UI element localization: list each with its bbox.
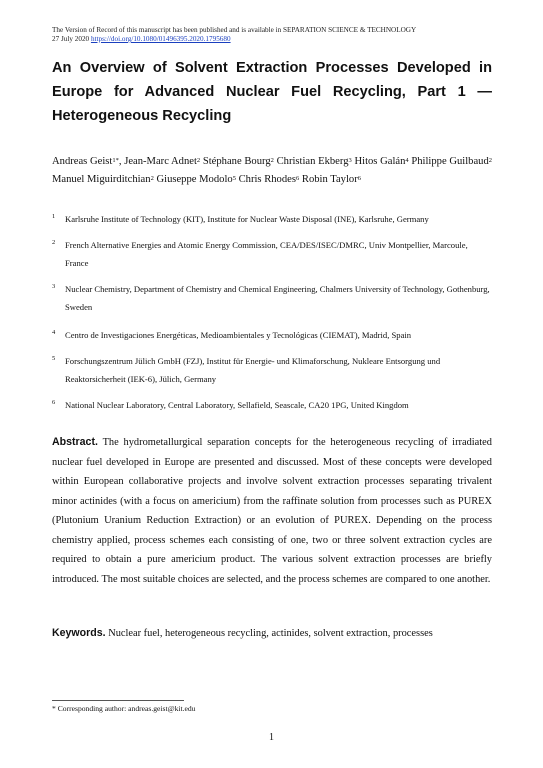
affiliation-number: 1 xyxy=(52,213,56,220)
footnote xyxy=(52,704,195,714)
author-affiliation-marker: 6 xyxy=(357,175,361,182)
author-name: Manuel Miguirditchian xyxy=(52,174,151,185)
affiliation-text: National Nuclear Laboratory, Central Laboratory, Sellafield, Seascale, CA20 1PG, United Kingdom xyxy=(65,400,409,410)
abstract-label: Abstract. xyxy=(52,436,98,448)
author-affiliation-marker: 2 xyxy=(270,157,274,164)
affiliation-number: 2 xyxy=(52,239,56,246)
doi-link[interactable]: https://doi.org/10.1080/01496395.2020.1795680 xyxy=(90,35,231,43)
author-affiliation-marker: 2 xyxy=(488,157,493,164)
author-name: Hitos Galán xyxy=(354,156,406,167)
version-of-record-notice xyxy=(52,26,416,44)
author-name: Jean-Marc Adnet xyxy=(124,156,197,167)
affiliation-text: Centro de Investigaciones Energéticas, Medioambientales y Tecnológicas (CIEMAT), Madrid, Spain xyxy=(65,330,412,340)
author xyxy=(124,156,200,167)
author-name: Stéphane Bourg xyxy=(202,156,271,167)
author-affiliation-marker: 4 xyxy=(405,157,409,164)
affiliation xyxy=(52,397,492,415)
affiliation-text: Karlsruhe Institute of Technology (KIT), Institute for Nuclear Waste Disposal (INE), Karlsruhe, Germany xyxy=(65,214,429,224)
author-affiliation-marker: 6 xyxy=(295,175,300,182)
author xyxy=(239,174,300,185)
author xyxy=(156,174,235,185)
affiliation xyxy=(52,211,492,229)
footnote-divider xyxy=(52,700,184,701)
author-name: Giuseppe Modolo xyxy=(156,174,233,185)
affiliation xyxy=(52,237,492,272)
version-line: The Version of Record of this manuscript has been published and is available in SEPARATION SCIENCE & TECHNOLOGY xyxy=(52,26,417,34)
author-name: Christian Ekberg xyxy=(276,156,349,167)
author-affiliation-marker: 2 xyxy=(150,175,154,182)
affiliation-text: Nuclear Chemistry, Department of Chemistry and Chemical Engineering, Chalmers University of Technology, Gothenburg, Sweden xyxy=(65,284,490,312)
footnote-marker: * xyxy=(52,704,56,713)
paper-title: An Overview of Solvent Extraction Processes Developed in Europe for Advanced Nuclear Fuel Recycling, Part 1 — Heterogeneous Recycling xyxy=(52,60,492,124)
author-affiliation-marker: 3 xyxy=(348,157,352,164)
keywords-text: Nuclear fuel, heterogeneous recycling, actinides, solvent extraction, processes xyxy=(108,628,433,639)
date-doi-line xyxy=(52,35,416,44)
abstract xyxy=(52,433,492,589)
author-name: Robin Taylor xyxy=(301,174,358,185)
affiliation xyxy=(52,281,492,316)
keywords xyxy=(52,624,492,643)
author xyxy=(52,156,119,167)
corresponding-email-link[interactable]: andreas.geist@kit.edu xyxy=(128,704,196,713)
author-affiliation-marker: 1* xyxy=(112,157,119,164)
keywords-label: Keywords. xyxy=(52,627,106,639)
affiliation-number: 3 xyxy=(52,283,56,290)
publication-date: 27 July 2020 xyxy=(52,35,90,43)
affiliation xyxy=(52,327,492,345)
affiliation xyxy=(52,353,492,388)
author xyxy=(411,156,492,167)
footnote-label: Corresponding author: xyxy=(57,704,127,713)
author xyxy=(354,156,408,167)
author-name: Andreas Geist xyxy=(52,156,113,167)
author xyxy=(203,156,274,167)
page-number: 1 xyxy=(269,732,274,743)
abstract-text: The hydrometallurgical separation concepts for the heterogeneous recycling of irradiated nuclear fuel developed in Europe are presented and discussed. Most of these concepts were developed within European collaborative projects and involve solvent extraction processes separating trivalent minor actinides (with a focus on americium) from the raffinate solution from processes such as PUREX (Plutonium Uranium Reduction Extraction) or an evolution of PUREX. Depending on the process chemistry applied, process schemes each consisting of one, two or three solvent extraction cycles are required to obtain a pure americium product. The various solvent extraction processes are briefly introduced. The most suitable choices are selected, and the process schemes are compared to one another. xyxy=(52,437,492,585)
author xyxy=(302,174,361,185)
author xyxy=(52,174,154,185)
affiliation-text: French Alternative Energies and Atomic Energy Commission, CEA/DES/ISEC/DMRC, Univ Montpellier, Marcoule, France xyxy=(65,240,468,268)
affiliation-number: 5 xyxy=(52,355,56,362)
affiliation-text: Forschungszentrum Jülich GmbH (FZJ), Institut für Energie- und Klimaforschung, Nukleare Entsorgung und Reaktorsicherheit (IEK-6), Jülich, Germany xyxy=(65,356,441,384)
affiliation-number: 4 xyxy=(52,329,56,336)
author-name: Chris Rhodes xyxy=(238,174,296,185)
author-name: Philippe Guilbaud xyxy=(411,156,489,167)
affiliation-number: 6 xyxy=(52,399,56,406)
author-list: Andreas Geist$^{1*}$, Jean-Marc Adnet$^2$ Stéphane Bourg$^2$ Christian Ekberg$^3$ Hitos Galán$^4$ Philippe Guilbaud$^2$ Manuel Miguirditchian$^2$ Giuseppe Modolo$^5$ Chris Rhodes$^6$ Robin Taylor$^6$ xyxy=(52,156,493,185)
author-affiliation-marker: 2 xyxy=(196,157,201,164)
author-affiliation-marker: 5 xyxy=(232,175,236,182)
author xyxy=(277,156,352,167)
